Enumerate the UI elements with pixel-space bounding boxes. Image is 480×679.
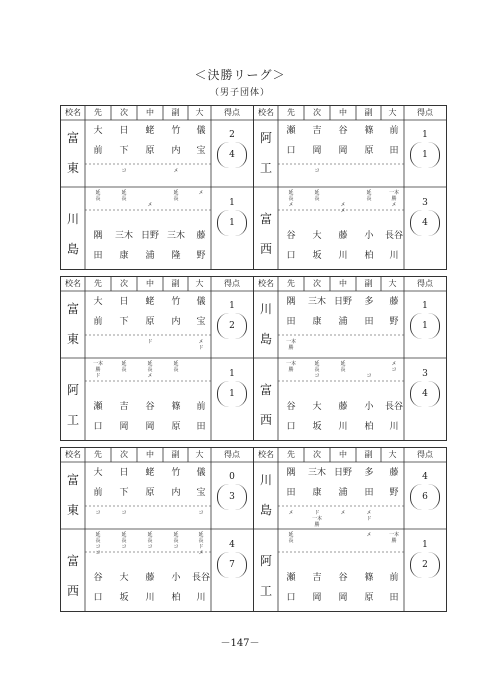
player-name: 柏 [364, 251, 374, 261]
player-name: 篠 [364, 126, 374, 136]
column-header: 校名 [258, 450, 274, 459]
column-header: 得点 [224, 450, 240, 459]
score-points: 0 [229, 472, 235, 482]
player-name: 瀬 [93, 402, 103, 412]
result-mark: 延 長 [121, 190, 127, 202]
match-table [253, 447, 447, 612]
score-points: 4 [422, 472, 428, 482]
team-name: 工 [66, 413, 79, 427]
column-header: 得点 [417, 450, 433, 459]
player-name: 康 [312, 488, 322, 498]
result-mark: 一本 勝 [92, 361, 103, 373]
player-name: 川 [389, 251, 399, 261]
score-points: 1 [422, 540, 428, 550]
result-mark: 延 長 [288, 532, 294, 544]
team-name: 島 [259, 332, 272, 346]
player-name: 小 [171, 573, 181, 583]
player-name: 川 [338, 422, 348, 432]
team-name: 島 [259, 503, 272, 517]
player-name: 藤 [196, 231, 206, 241]
score-top [211, 301, 253, 367]
score-bottom [404, 540, 446, 606]
team-name: 富 [66, 302, 79, 316]
team-name: 工 [259, 161, 272, 175]
column-header: 次 [120, 450, 128, 459]
result-mark: 一本 勝 [388, 532, 399, 544]
player-name: 田 [389, 146, 399, 156]
player-name: 藤 [389, 468, 399, 478]
player-name: 川 [196, 593, 206, 603]
column-header: 大 [195, 450, 204, 459]
column-header: 副 [171, 450, 180, 459]
column-header: 次 [313, 108, 321, 117]
team-name: 島 [66, 242, 79, 256]
player-name: 川 [338, 251, 348, 261]
result-mark: 延 長 [366, 190, 372, 202]
page-subtitle: （男子団体） [209, 88, 270, 98]
player-name: 前 [389, 573, 399, 583]
result-mark: ド [147, 339, 153, 345]
player-name: 隆 [171, 251, 181, 261]
player-name: 藤 [389, 297, 399, 307]
team-name: 西 [66, 584, 79, 598]
player-name: 岡 [312, 146, 322, 156]
player-name: 坂 [312, 422, 322, 432]
score-top [404, 472, 446, 538]
player-name: 吉 [312, 573, 322, 583]
result-mark: 延 長 [147, 361, 153, 373]
score-bottom [211, 540, 253, 606]
player-name: 儀 [196, 468, 206, 478]
player-name: 谷 [338, 573, 348, 583]
player-name: 竹 [171, 468, 181, 478]
column-header: 得点 [417, 108, 433, 117]
column-header: 先 [94, 108, 102, 117]
result-mark: ド メ [198, 544, 204, 556]
result-mark: 延 長 [288, 190, 294, 202]
player-name: 岡 [312, 593, 322, 603]
column-header: 大 [388, 279, 397, 288]
score-top [404, 130, 446, 196]
column-header: 得点 [224, 279, 240, 288]
column-header: 次 [313, 450, 321, 459]
player-name: 谷 [145, 402, 155, 412]
column-header: 中 [339, 450, 347, 459]
score-top [211, 472, 253, 538]
player-name: 篠 [171, 402, 181, 412]
column-header: 先 [287, 450, 295, 459]
player-name: 康 [312, 317, 322, 327]
player-name: 康 [119, 251, 129, 261]
player-name: 川 [145, 593, 155, 603]
page-number: －147－ [220, 638, 260, 649]
player-name: 下 [119, 317, 129, 327]
player-name: 藤 [338, 402, 348, 412]
player-name: 浦 [338, 488, 348, 498]
player-name: 前 [389, 126, 399, 136]
result-mark: 延 長 [173, 190, 179, 202]
score-ippon: 1 [229, 218, 235, 228]
result-mark: コ コ [95, 544, 101, 556]
player-name: 宝 [196, 317, 206, 327]
column-header: 中 [146, 450, 154, 459]
result-mark: メ ド [198, 339, 204, 351]
result-mark: コ [147, 544, 153, 550]
score-points: 1 [422, 130, 428, 140]
player-name: 長谷 [384, 402, 403, 412]
player-name: 下 [119, 146, 129, 156]
team-name: 川 [259, 473, 272, 487]
player-name: 竹 [171, 297, 181, 307]
result-mark: コ [121, 510, 127, 516]
player-name: 日野 [140, 231, 159, 241]
score-points: 1 [229, 301, 235, 311]
player-name: 宝 [196, 146, 206, 156]
column-header: 大 [195, 108, 204, 117]
result-mark: コ [95, 510, 101, 516]
result-mark: 一本 勝 [285, 339, 296, 351]
result-mark: 延 長 [198, 532, 204, 544]
player-name: 日 [119, 468, 129, 478]
column-header: 副 [364, 279, 373, 288]
player-name: 谷 [286, 402, 296, 412]
team-name: 工 [259, 584, 272, 598]
result-mark: 延 長 [121, 361, 127, 373]
player-name: 田 [364, 317, 374, 327]
player-name: 大 [93, 126, 103, 136]
player-name: 野 [389, 317, 399, 327]
player-name: 三木 [114, 231, 133, 241]
column-header: 副 [171, 108, 180, 117]
column-header: 先 [287, 108, 295, 117]
result-mark: コ [314, 168, 320, 174]
player-name: 隅 [286, 297, 296, 307]
score-ippon: 3 [229, 492, 235, 502]
score-ippon: 2 [229, 321, 235, 331]
result-mark: 延 長 [147, 532, 153, 544]
player-name: 柏 [171, 593, 181, 603]
result-mark: ド [95, 373, 101, 379]
score-ippon: 1 [422, 321, 428, 331]
result-mark: コ [121, 168, 127, 174]
result-mark: コ [314, 373, 320, 379]
player-name: 大 [312, 402, 322, 412]
player-name: 日 [119, 297, 129, 307]
score-points: 3 [422, 198, 428, 208]
team-name: 東 [66, 161, 79, 175]
column-header: 先 [287, 279, 295, 288]
player-name: 小 [364, 402, 374, 412]
match-table [253, 276, 447, 441]
team-name: 川 [259, 302, 272, 316]
score-points: 1 [229, 198, 235, 208]
player-name: 下 [119, 488, 129, 498]
player-name: 儀 [196, 297, 206, 307]
player-name: 口 [286, 146, 296, 156]
player-name: 口 [93, 422, 103, 432]
team-name: 阿 [259, 554, 272, 568]
player-name: 谷 [93, 573, 103, 583]
team-name: 阿 [66, 383, 79, 397]
player-name: 長谷 [384, 231, 403, 241]
score-points: 3 [422, 369, 428, 379]
column-header: 先 [94, 450, 102, 459]
player-name: 口 [286, 251, 296, 261]
player-name: 小 [364, 231, 374, 241]
score-points: 4 [229, 540, 235, 550]
page-title: ＜決勝リーグ＞ [194, 68, 286, 82]
result-mark: メ [147, 202, 153, 208]
player-name: 内 [171, 146, 181, 156]
player-name: 隅 [93, 231, 103, 241]
player-name: 田 [196, 422, 206, 432]
player-name: 三木 [307, 297, 326, 307]
result-mark: 延 長 [173, 361, 179, 373]
match-table [60, 447, 254, 612]
result-mark: メ [366, 532, 372, 538]
player-name: 口 [286, 593, 296, 603]
player-name: 大 [312, 231, 322, 241]
match-table [60, 105, 254, 270]
player-name: 前 [196, 402, 206, 412]
player-name: 瀬 [286, 573, 296, 583]
score-ippon: 1 [422, 150, 428, 160]
player-name: 儀 [196, 126, 206, 136]
score-ippon: 2 [422, 560, 428, 570]
player-name: 田 [286, 317, 296, 327]
player-name: 瀬 [286, 126, 296, 136]
team-name: 富 [66, 473, 79, 487]
result-mark: メ ド [366, 510, 372, 522]
player-name: 藤 [145, 573, 155, 583]
match-table [253, 105, 447, 270]
match-table [60, 276, 254, 441]
player-name: 大 [93, 297, 103, 307]
player-name: 藤 [338, 231, 348, 241]
team-name: 富 [259, 383, 272, 397]
player-name: 三木 [166, 231, 185, 241]
column-header: 校名 [258, 108, 274, 117]
player-name: 原 [145, 146, 155, 156]
player-name: 前 [93, 488, 103, 498]
player-name: 篠 [364, 573, 374, 583]
column-header: 次 [120, 279, 128, 288]
player-name: 日野 [333, 468, 352, 478]
column-header: 中 [146, 279, 154, 288]
score-points: 1 [422, 301, 428, 311]
player-name: 日 [119, 126, 129, 136]
player-name: 浦 [338, 317, 348, 327]
column-header: 校名 [65, 108, 81, 117]
team-name: 東 [66, 503, 79, 517]
column-header: 得点 [417, 279, 433, 288]
team-name: 富 [259, 212, 272, 226]
score-bottom [211, 369, 253, 435]
result-mark: 一本 勝 [388, 190, 399, 202]
team-name: 東 [66, 332, 79, 346]
result-mark: メ メ [340, 202, 346, 214]
column-header: 校名 [65, 279, 81, 288]
player-name: 口 [93, 593, 103, 603]
score-top [404, 301, 446, 367]
result-mark: コ [173, 544, 179, 550]
result-mark: メ [288, 510, 294, 516]
column-header: 大 [388, 108, 397, 117]
player-name: 原 [145, 317, 155, 327]
result-mark: 延 長 [121, 532, 127, 544]
player-name: 多 [364, 468, 374, 478]
result-mark: メ [288, 202, 294, 208]
player-name: 原 [171, 422, 181, 432]
column-header: 得点 [224, 108, 240, 117]
column-header: 副 [364, 108, 373, 117]
player-name: 坂 [312, 251, 322, 261]
score-points: 1 [229, 369, 235, 379]
player-name: 岡 [119, 422, 129, 432]
result-mark: メ [198, 190, 204, 196]
player-name: 原 [145, 488, 155, 498]
column-header: 校名 [258, 279, 274, 288]
team-name: 西 [259, 242, 272, 256]
player-name: 吉 [312, 126, 322, 136]
result-mark: 延 長 [314, 190, 320, 202]
player-name: 前 [93, 317, 103, 327]
player-name: 蛯 [145, 297, 155, 307]
result-mark: コ [121, 544, 127, 550]
score-bottom [404, 369, 446, 435]
result-mark: メ [173, 168, 179, 174]
column-header: 校名 [65, 450, 81, 459]
result-mark: 延 長 [95, 190, 101, 202]
score-bottom [211, 198, 253, 264]
score-top [211, 130, 253, 196]
result-mark: 一本 勝 [285, 361, 296, 373]
player-name: 宝 [196, 488, 206, 498]
result-mark: メ [391, 202, 397, 208]
result-mark: 延 長 [95, 532, 101, 544]
result-mark: コ [198, 510, 204, 516]
result-mark: メ [340, 510, 346, 516]
player-name: 原 [364, 146, 374, 156]
result-mark: 延 長 [173, 532, 179, 544]
player-name: 内 [171, 488, 181, 498]
player-name: 長谷 [191, 573, 210, 583]
column-header: 中 [339, 108, 347, 117]
score-ippon: 7 [229, 560, 235, 570]
player-name: 竹 [171, 126, 181, 136]
player-name: 前 [93, 146, 103, 156]
player-name: 田 [389, 593, 399, 603]
result-mark: メ [147, 373, 153, 379]
score-points: 2 [229, 130, 235, 140]
column-header: 副 [364, 450, 373, 459]
score-ippon: 1 [229, 389, 235, 399]
player-name: 野 [389, 488, 399, 498]
team-name: 西 [259, 413, 272, 427]
player-name: 浦 [145, 251, 155, 261]
player-name: 原 [364, 593, 374, 603]
player-name: 口 [286, 422, 296, 432]
player-name: 谷 [286, 231, 296, 241]
player-name: 川 [389, 422, 399, 432]
column-header: 次 [313, 279, 321, 288]
player-name: 岡 [338, 146, 348, 156]
player-name: 内 [171, 317, 181, 327]
player-name: 隅 [286, 468, 296, 478]
player-name: 日野 [333, 297, 352, 307]
score-ippon: 4 [229, 150, 235, 160]
score-ippon: 6 [422, 492, 428, 502]
result-mark: 延 長 [340, 361, 346, 373]
player-name: 三木 [307, 468, 326, 478]
player-name: 田 [93, 251, 103, 261]
player-name: 吉 [119, 402, 129, 412]
player-name: 坂 [119, 593, 129, 603]
column-header: 先 [94, 279, 102, 288]
score-bottom [404, 198, 446, 264]
player-name: 田 [364, 488, 374, 498]
player-name: 蛯 [145, 468, 155, 478]
team-name: 富 [66, 131, 79, 145]
result-mark: コ [366, 373, 372, 379]
column-header: 大 [195, 279, 204, 288]
player-name: 多 [364, 297, 374, 307]
score-ippon: 4 [422, 218, 428, 228]
column-header: 副 [171, 279, 180, 288]
result-mark: 延 長 [314, 361, 320, 373]
score-ippon: 4 [422, 389, 428, 399]
column-header: 大 [388, 450, 397, 459]
player-name: 大 [93, 468, 103, 478]
team-name: 富 [66, 554, 79, 568]
player-name: 岡 [145, 422, 155, 432]
column-header: 次 [120, 108, 128, 117]
player-name: 大 [119, 573, 129, 583]
column-header: 中 [339, 279, 347, 288]
column-header: 中 [146, 108, 154, 117]
result-mark: メ コ [391, 361, 397, 373]
team-name: 阿 [259, 131, 272, 145]
player-name: 蛯 [145, 126, 155, 136]
team-name: 川 [66, 212, 79, 226]
player-name: 野 [196, 251, 206, 261]
player-name: 柏 [364, 422, 374, 432]
player-name: 岡 [338, 593, 348, 603]
player-name: 田 [286, 488, 296, 498]
result-mark: ド 一本 勝 [311, 510, 322, 528]
player-name: 谷 [338, 126, 348, 136]
